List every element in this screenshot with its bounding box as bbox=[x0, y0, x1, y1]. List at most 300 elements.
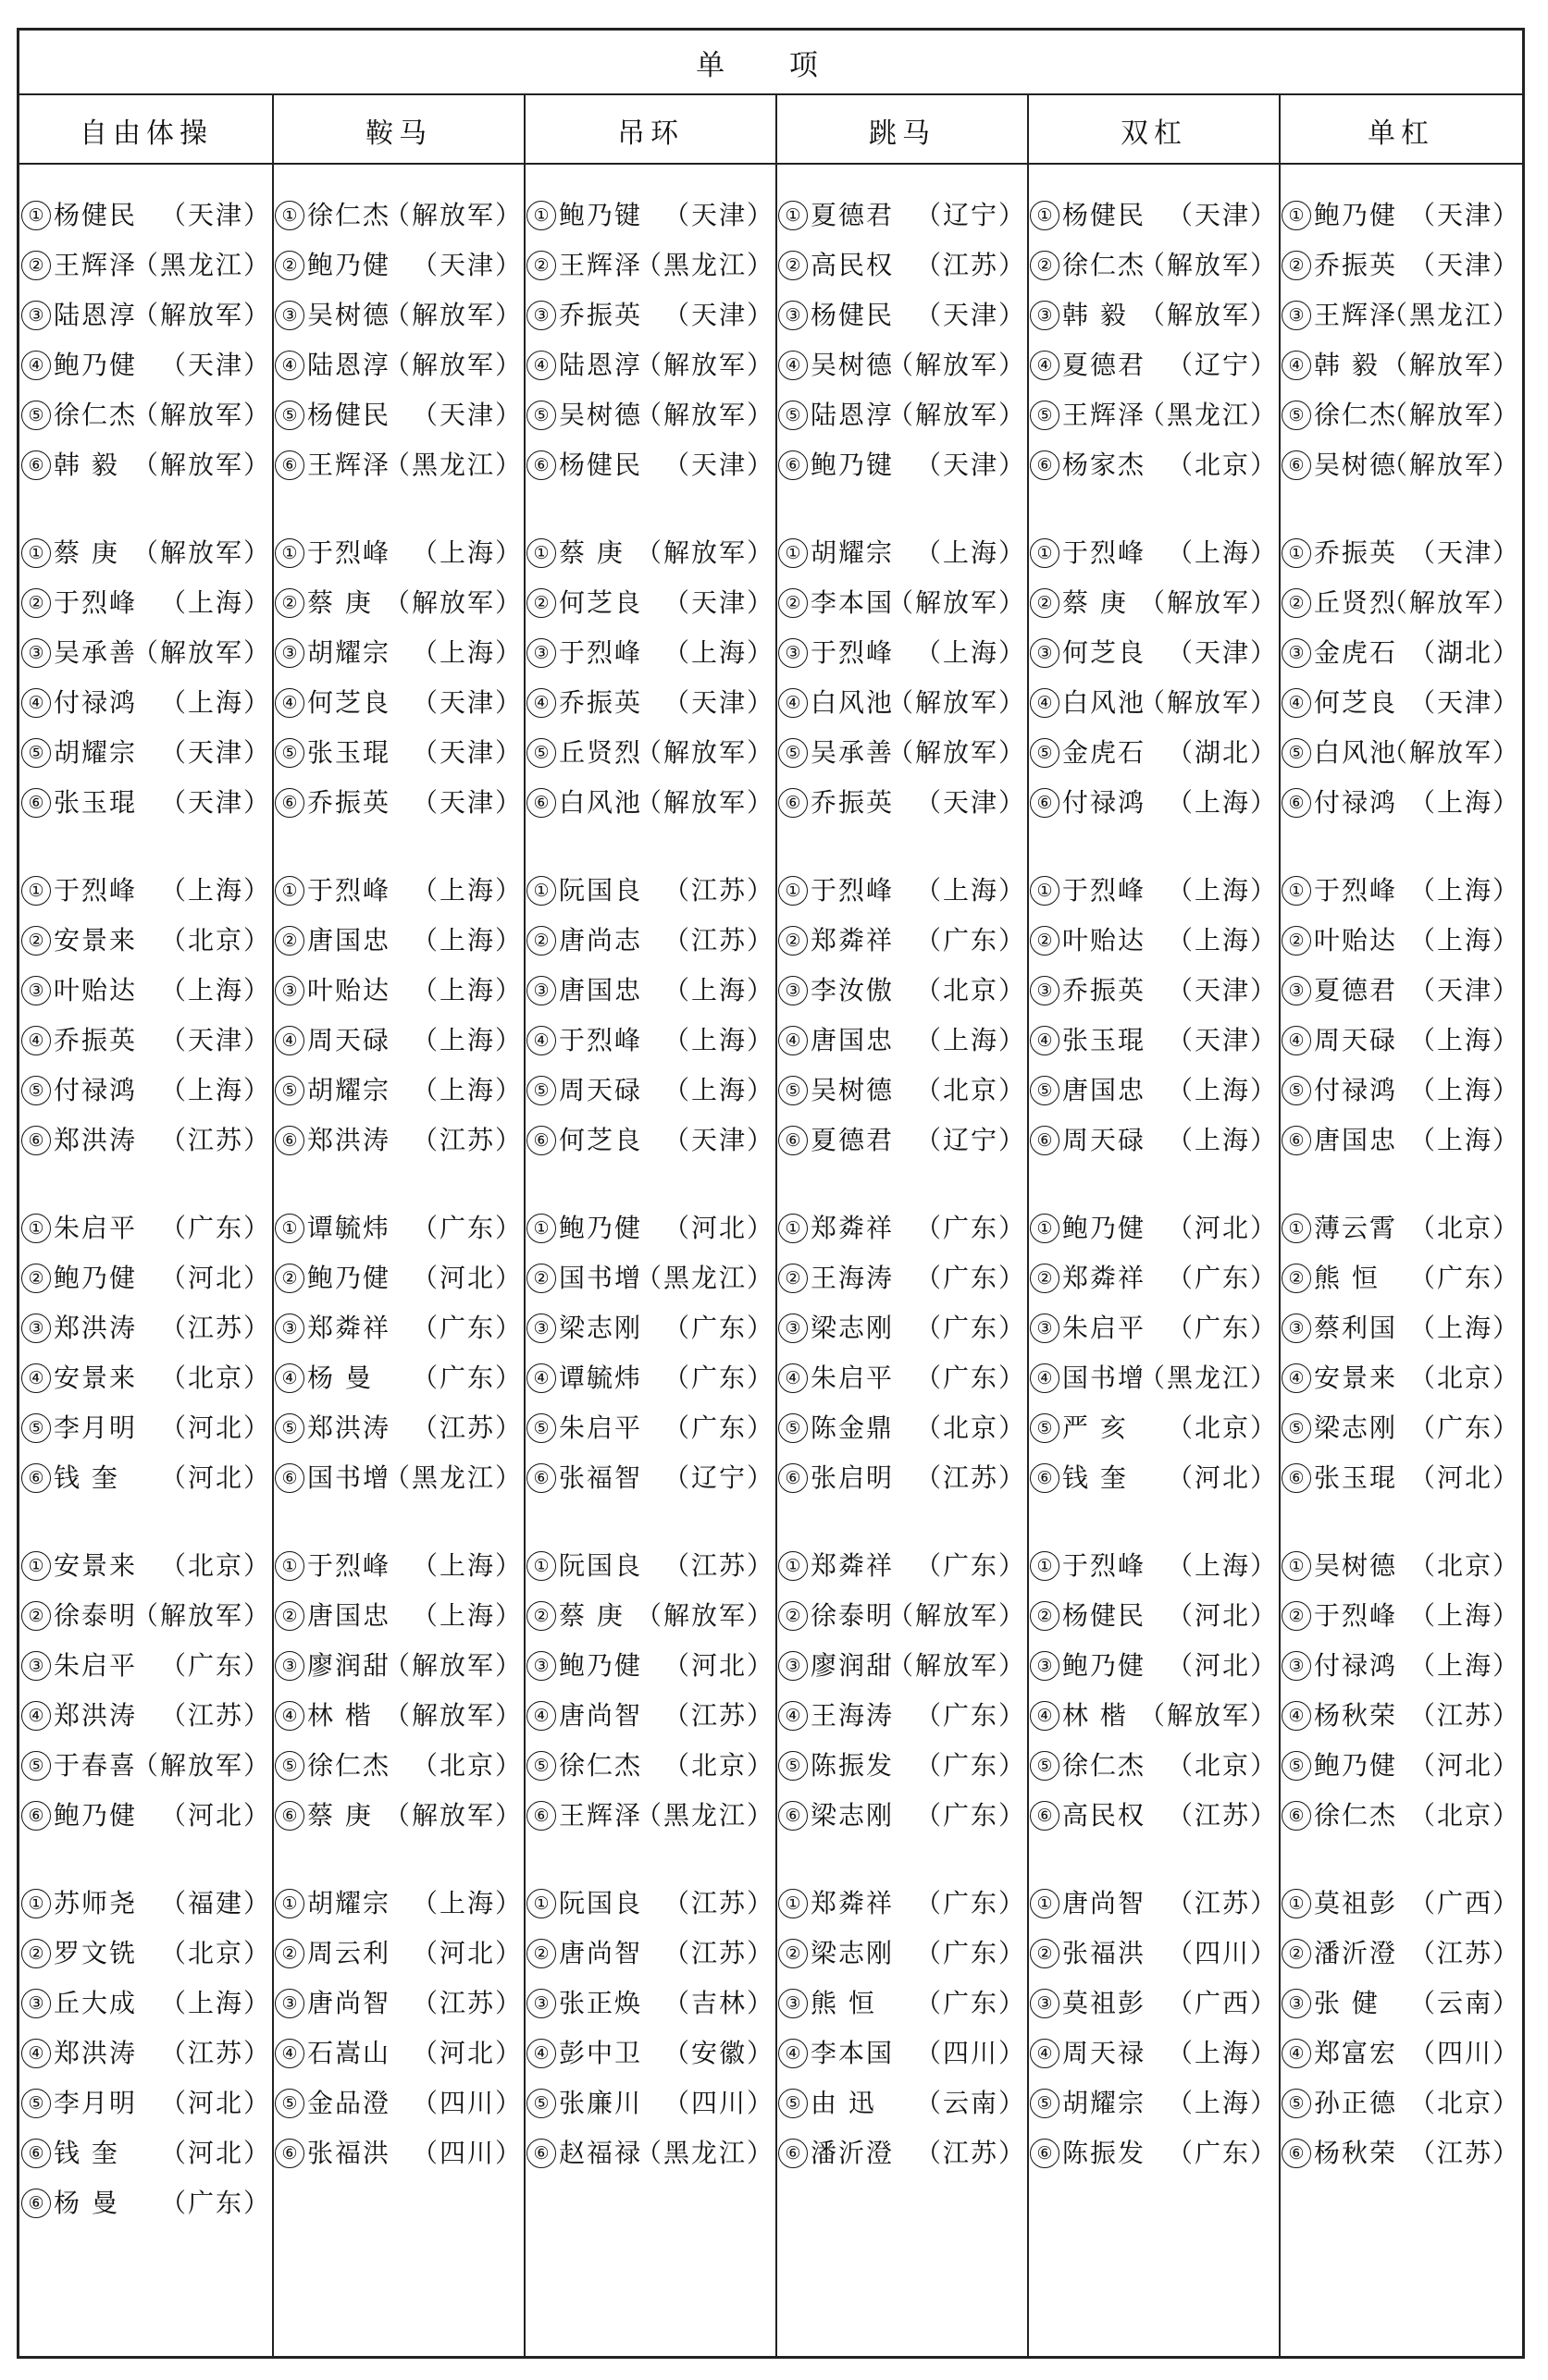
athlete-name: 杨健民 bbox=[1062, 200, 1146, 230]
list-item bbox=[778, 1117, 1026, 1164]
athlete-name: 丘贤烈 bbox=[559, 737, 643, 768]
list-item bbox=[1030, 2080, 1278, 2127]
athlete-name: 赵福禄 bbox=[559, 2138, 643, 2168]
rank-number: ② bbox=[275, 588, 304, 618]
rank-number: ⑥ bbox=[1030, 788, 1059, 818]
rank-number: ⑤ bbox=[21, 1751, 51, 1781]
rank-number: ③ bbox=[1030, 638, 1059, 668]
athlete-name: 蔡 庚 bbox=[559, 1600, 625, 1631]
athlete-name: 唐尚智 bbox=[559, 1938, 643, 1968]
rank-number: ⑤ bbox=[526, 1076, 556, 1105]
rank-number: ④ bbox=[21, 1363, 51, 1393]
list-item bbox=[1030, 1355, 1278, 1401]
athlete-name: 周天禄 bbox=[1062, 2038, 1146, 2068]
athlete-name: 郑富宏 bbox=[1314, 2038, 1398, 2068]
athlete-name: 韩 毅 bbox=[1314, 350, 1380, 380]
list-item bbox=[1030, 968, 1278, 1014]
athlete-region: （解放军） bbox=[131, 450, 271, 480]
athlete-region: （天津） bbox=[159, 1025, 271, 1055]
list-item bbox=[1030, 442, 1278, 488]
athlete-name: 于烈峰 bbox=[559, 637, 643, 668]
athlete-region: （广东） bbox=[914, 1363, 1026, 1393]
athlete-name: 朱启平 bbox=[54, 1213, 138, 1243]
athlete-name: 周云利 bbox=[307, 1938, 391, 1968]
rank-number: ① bbox=[526, 201, 556, 230]
athlete-region: （上海） bbox=[1408, 1125, 1520, 1155]
list-item bbox=[275, 1693, 523, 1739]
athlete-region: （安徽） bbox=[663, 2038, 774, 2068]
athlete-name: 梁志刚 bbox=[811, 1313, 895, 1343]
athlete-region: （天津） bbox=[663, 1125, 774, 1155]
athlete-name: 郑粦祥 bbox=[811, 1550, 895, 1581]
rank-number: ① bbox=[21, 1889, 51, 1918]
athlete-name: 陆恩淳 bbox=[811, 400, 895, 430]
athlete-region: （四川） bbox=[663, 2088, 774, 2118]
athlete-region: （天津） bbox=[1408, 200, 1520, 230]
athlete-region: （解放军） bbox=[1381, 587, 1520, 618]
athlete-region: （广东） bbox=[914, 1800, 1026, 1831]
athlete-name: 国书增 bbox=[307, 1462, 391, 1493]
athlete-name: 吴树德 bbox=[307, 300, 391, 330]
athlete-region: （天津） bbox=[159, 787, 271, 818]
athlete-name: 夏德君 bbox=[811, 200, 895, 230]
rank-number: ⑥ bbox=[778, 1126, 808, 1155]
list-item bbox=[275, 242, 523, 289]
rank-number: ② bbox=[1282, 251, 1311, 280]
athlete-region: （上海） bbox=[411, 1075, 523, 1105]
athlete-name: 莫祖彭 bbox=[1314, 1888, 1398, 1918]
column-divider bbox=[1279, 95, 1281, 2356]
column bbox=[1028, 165, 1280, 2356]
rank-number: ⑥ bbox=[1282, 2139, 1311, 2168]
list-item bbox=[275, 1593, 523, 1639]
rank-number: ① bbox=[526, 538, 556, 568]
list-item bbox=[778, 1205, 1026, 1252]
athlete-name: 于烈峰 bbox=[307, 1550, 391, 1581]
list-item bbox=[778, 1067, 1026, 1114]
list-item bbox=[21, 442, 271, 488]
list-item bbox=[1282, 292, 1520, 339]
athlete-region: （广东） bbox=[914, 1263, 1026, 1293]
athlete-name: 于烈峰 bbox=[811, 875, 895, 906]
athlete-region: （解放军） bbox=[131, 400, 271, 430]
list-item bbox=[275, 1793, 523, 1839]
athlete-name: 唐尚志 bbox=[559, 925, 643, 956]
rank-number: ③ bbox=[21, 1651, 51, 1681]
athlete-name: 杨健民 bbox=[811, 300, 895, 330]
athlete-region: （北京） bbox=[1408, 2088, 1520, 2118]
list-item bbox=[1282, 392, 1520, 438]
athlete-name: 郑洪涛 bbox=[54, 2038, 138, 2068]
athlete-name: 叶贻达 bbox=[54, 975, 138, 1005]
athlete-name: 杨 曼 bbox=[54, 2188, 119, 2218]
athlete-region: （河北） bbox=[1166, 1650, 1278, 1681]
list-item bbox=[1282, 2080, 1520, 2127]
athlete-region: （解放军） bbox=[383, 200, 523, 230]
athlete-name: 梁志刚 bbox=[559, 1313, 643, 1343]
athlete-region: （天津） bbox=[663, 587, 774, 618]
list-item bbox=[778, 2130, 1026, 2177]
rank-number: ③ bbox=[1030, 1651, 1059, 1681]
athlete-name: 乔振英 bbox=[1062, 975, 1146, 1005]
athlete-region: （四川） bbox=[1166, 1938, 1278, 1968]
list-item bbox=[1282, 1455, 1520, 1501]
athlete-name: 乔振英 bbox=[1314, 537, 1398, 568]
rank-number: ⑤ bbox=[778, 1751, 808, 1781]
list-item bbox=[778, 918, 1026, 964]
rank-number: ④ bbox=[1282, 1701, 1311, 1731]
athlete-name: 郑粦祥 bbox=[811, 1213, 895, 1243]
results-table bbox=[17, 28, 1525, 2359]
athlete-name: 王海涛 bbox=[811, 1700, 895, 1731]
list-item bbox=[778, 1930, 1026, 1977]
rank-number: ④ bbox=[1282, 2039, 1311, 2068]
athlete-region: （黑龙江） bbox=[131, 250, 271, 280]
rank-number: ② bbox=[21, 251, 51, 280]
athlete-name: 郑粦祥 bbox=[811, 1888, 895, 1918]
athlete-region: （天津） bbox=[1408, 537, 1520, 568]
athlete-region: （江苏） bbox=[914, 2138, 1026, 2168]
rank-number: ③ bbox=[1282, 1313, 1311, 1343]
athlete-name: 于烈峰 bbox=[307, 537, 391, 568]
athlete-region: （解放军） bbox=[886, 350, 1026, 380]
list-item bbox=[526, 1881, 774, 1927]
athlete-name: 丘贤烈 bbox=[1314, 587, 1398, 618]
list-item bbox=[778, 1305, 1026, 1351]
athlete-name: 徐仁杰 bbox=[1062, 250, 1146, 280]
list-item bbox=[526, 1743, 774, 1789]
athlete-region: （河北） bbox=[159, 1800, 271, 1831]
athlete-name: 鲍乃健 bbox=[1062, 1650, 1146, 1681]
rank-number: ② bbox=[778, 926, 808, 956]
rank-number: ④ bbox=[1282, 351, 1311, 380]
column-header: 跳马 bbox=[869, 117, 935, 150]
athlete-region: （四川） bbox=[411, 2138, 523, 2168]
rank-number: ⑥ bbox=[21, 450, 51, 480]
rank-number: ⑤ bbox=[275, 1413, 304, 1443]
rank-number: ⑤ bbox=[1030, 738, 1059, 768]
athlete-name: 苏师尧 bbox=[54, 1888, 138, 1918]
column-divider bbox=[775, 95, 777, 2356]
athlete-region: （天津） bbox=[411, 400, 523, 430]
athlete-name: 周天碌 bbox=[1314, 1025, 1398, 1055]
rank-number: ④ bbox=[1282, 688, 1311, 718]
athlete-name: 熊 恒 bbox=[1314, 1263, 1380, 1293]
list-item bbox=[1282, 442, 1520, 488]
rank-number: ① bbox=[1282, 876, 1311, 906]
athlete-name: 郑粦祥 bbox=[1062, 1263, 1146, 1293]
list-item bbox=[21, 1693, 271, 1739]
athlete-name: 胡耀宗 bbox=[811, 537, 895, 568]
rank-number: ⑤ bbox=[1030, 1076, 1059, 1105]
list-item bbox=[526, 1543, 774, 1589]
athlete-region: （广东） bbox=[159, 2188, 271, 2218]
athlete-name: 徐仁杰 bbox=[559, 1750, 643, 1781]
athlete-name: 何芝良 bbox=[1062, 637, 1146, 668]
list-item bbox=[526, 2130, 774, 2177]
rank-number: ② bbox=[1282, 1601, 1311, 1631]
list-item bbox=[526, 1117, 774, 1164]
rank-number: ④ bbox=[21, 2039, 51, 2068]
list-item bbox=[1030, 1117, 1278, 1164]
athlete-region: （江苏） bbox=[411, 1412, 523, 1443]
rank-number: ③ bbox=[1030, 301, 1059, 330]
rank-number: ③ bbox=[1030, 1313, 1059, 1343]
rank-number: ① bbox=[1282, 1551, 1311, 1581]
athlete-name: 王辉泽 bbox=[307, 450, 391, 480]
athlete-name: 杨健民 bbox=[1062, 1600, 1146, 1631]
list-item bbox=[778, 780, 1026, 826]
rank-number: ① bbox=[778, 1889, 808, 1918]
athlete-region: （北京） bbox=[1408, 1213, 1520, 1243]
athlete-name: 鲍乃健 bbox=[1314, 1750, 1398, 1781]
athlete-name: 廖润甜 bbox=[811, 1650, 895, 1681]
rank-number: ① bbox=[778, 1214, 808, 1243]
athlete-name: 严 亥 bbox=[1062, 1412, 1128, 1443]
athlete-region: （江苏） bbox=[663, 925, 774, 956]
athlete-name: 高民权 bbox=[811, 250, 895, 280]
athlete-name: 蔡 庚 bbox=[54, 537, 119, 568]
athlete-region: （解放军） bbox=[1381, 737, 1520, 768]
athlete-name: 于烈峰 bbox=[1062, 537, 1146, 568]
list-item bbox=[1282, 680, 1520, 726]
list-item bbox=[1030, 392, 1278, 438]
list-item bbox=[778, 680, 1026, 726]
list-item bbox=[1030, 630, 1278, 676]
athlete-region: （天津） bbox=[663, 450, 774, 480]
rank-number: ② bbox=[526, 1264, 556, 1293]
rank-number: ⑥ bbox=[1282, 1126, 1311, 1155]
list-item bbox=[21, 1255, 271, 1301]
rank-number: ④ bbox=[1030, 1026, 1059, 1055]
list-item bbox=[1030, 342, 1278, 388]
athlete-region: （广东） bbox=[663, 1412, 774, 1443]
athlete-name: 鲍乃健 bbox=[54, 1800, 138, 1831]
athlete-name: 鲍乃健 bbox=[559, 1213, 643, 1243]
athlete-name: 安景来 bbox=[1314, 1363, 1398, 1393]
list-item bbox=[21, 630, 271, 676]
rank-number: ① bbox=[275, 1214, 304, 1243]
rank-number: ① bbox=[1030, 538, 1059, 568]
list-item bbox=[526, 1593, 774, 1639]
rank-number: ④ bbox=[275, 1026, 304, 1055]
athlete-region: （上海） bbox=[1408, 1650, 1520, 1681]
rank-number: ② bbox=[21, 1601, 51, 1631]
athlete-name: 鲍乃健 bbox=[559, 1650, 643, 1681]
athlete-region: （河北） bbox=[1166, 1213, 1278, 1243]
list-item bbox=[275, 530, 523, 576]
column bbox=[776, 165, 1028, 2356]
athlete-region: （辽宁） bbox=[663, 1462, 774, 1493]
list-item bbox=[1282, 1543, 1520, 1589]
athlete-region: （上海） bbox=[914, 875, 1026, 906]
athlete-name: 吴树德 bbox=[559, 400, 643, 430]
athlete-name: 于烈峰 bbox=[1062, 875, 1146, 906]
rank-number: ⑤ bbox=[275, 1751, 304, 1781]
rank-number: ④ bbox=[21, 1701, 51, 1731]
athlete-name: 徐泰明 bbox=[54, 1600, 138, 1631]
athlete-region: （广东） bbox=[1408, 1263, 1520, 1293]
athlete-region: （广东） bbox=[914, 1750, 1026, 1781]
athlete-name: 鲍乃健 bbox=[54, 350, 138, 380]
list-item bbox=[1030, 2030, 1278, 2077]
athlete-region: （天津） bbox=[1408, 687, 1520, 718]
rank-number: ② bbox=[1030, 588, 1059, 618]
athlete-region: （北京） bbox=[1166, 1412, 1278, 1443]
athlete-region: （广东） bbox=[914, 1700, 1026, 1731]
athlete-region: （上海） bbox=[1166, 2088, 1278, 2118]
athlete-name: 吴承善 bbox=[54, 637, 138, 668]
rank-number: ④ bbox=[275, 1701, 304, 1731]
athlete-name: 唐尚智 bbox=[559, 1700, 643, 1731]
rank-number: ③ bbox=[526, 1651, 556, 1681]
athlete-region: （解放军） bbox=[131, 637, 271, 668]
athlete-region: （北京） bbox=[914, 1075, 1026, 1105]
list-item bbox=[1030, 1455, 1278, 1501]
athlete-name: 吴树德 bbox=[1314, 1550, 1398, 1581]
rank-number: ④ bbox=[275, 1363, 304, 1393]
athlete-region: （江苏） bbox=[411, 1125, 523, 1155]
athlete-name: 由 迅 bbox=[811, 2088, 876, 2118]
rank-number: ⑥ bbox=[778, 1801, 808, 1831]
athlete-name: 陆恩淳 bbox=[307, 350, 391, 380]
rank-number: ④ bbox=[526, 351, 556, 380]
rank-number: ⑥ bbox=[1282, 1801, 1311, 1831]
list-item bbox=[275, 1455, 523, 1501]
athlete-region: （上海） bbox=[159, 587, 271, 618]
athlete-region: （广东） bbox=[1166, 1263, 1278, 1293]
athlete-name: 蔡 庚 bbox=[307, 587, 373, 618]
athlete-region: （广东） bbox=[159, 1650, 271, 1681]
athlete-name: 陈振发 bbox=[811, 1750, 895, 1781]
column-header: 双杠 bbox=[1121, 117, 1187, 150]
athlete-name: 钱 奎 bbox=[1062, 1462, 1128, 1493]
athlete-region: （上海） bbox=[1166, 875, 1278, 906]
rank-number: ⑤ bbox=[526, 401, 556, 430]
list-item bbox=[1282, 1743, 1520, 1789]
athlete-name: 杨健民 bbox=[559, 450, 643, 480]
athlete-name: 梁志刚 bbox=[1314, 1412, 1398, 1443]
rank-number: ① bbox=[1030, 876, 1059, 906]
list-item bbox=[21, 580, 271, 626]
athlete-region: （江苏） bbox=[914, 1462, 1026, 1493]
athlete-region: （上海） bbox=[1166, 1550, 1278, 1581]
athlete-region: （解放军） bbox=[383, 350, 523, 380]
rank-number: ⑤ bbox=[21, 401, 51, 430]
athlete-region: （广东） bbox=[663, 1313, 774, 1343]
athlete-region: （解放军） bbox=[1381, 450, 1520, 480]
rank-number: ④ bbox=[778, 1026, 808, 1055]
athlete-name: 吴树德 bbox=[811, 350, 895, 380]
athlete-region: （广东） bbox=[914, 1888, 1026, 1918]
athlete-name: 胡耀宗 bbox=[54, 737, 138, 768]
rank-number: ⑥ bbox=[275, 1801, 304, 1831]
athlete-name: 于烈峰 bbox=[559, 1025, 643, 1055]
list-item bbox=[1282, 1355, 1520, 1401]
athlete-name: 梁志刚 bbox=[811, 1800, 895, 1831]
rank-number: ⑤ bbox=[1282, 2089, 1311, 2118]
list-item bbox=[275, 1117, 523, 1164]
athlete-region: （江苏） bbox=[663, 1550, 774, 1581]
rank-number: ① bbox=[526, 1889, 556, 1918]
athlete-region: （辽宁） bbox=[1166, 350, 1278, 380]
rank-number: ④ bbox=[1030, 1701, 1059, 1731]
athlete-region: （解放军） bbox=[886, 737, 1026, 768]
rank-number: ⑤ bbox=[778, 738, 808, 768]
list-item bbox=[778, 192, 1026, 239]
header-row bbox=[19, 95, 1522, 165]
athlete-region: （上海） bbox=[1166, 2038, 1278, 2068]
rank-number: ⑥ bbox=[1030, 2139, 1059, 2168]
list-item bbox=[21, 2080, 271, 2127]
list-item bbox=[21, 780, 271, 826]
athlete-region: （辽宁） bbox=[914, 1125, 1026, 1155]
rank-number: ⑥ bbox=[526, 450, 556, 480]
athlete-region: （天津） bbox=[1166, 637, 1278, 668]
list-item bbox=[526, 918, 774, 964]
rank-number: ② bbox=[275, 926, 304, 956]
athlete-region: （黑龙江） bbox=[635, 1800, 774, 1831]
athlete-name: 阮国良 bbox=[559, 1888, 643, 1918]
list-item bbox=[21, 1305, 271, 1351]
athlete-name: 蔡 庚 bbox=[559, 537, 625, 568]
rank-number: ⑥ bbox=[21, 1463, 51, 1493]
list-item bbox=[21, 1643, 271, 1689]
rank-number: ⑥ bbox=[1282, 1463, 1311, 1493]
athlete-name: 谭毓炜 bbox=[307, 1213, 391, 1243]
rank-number: ② bbox=[1030, 1264, 1059, 1293]
athlete-name: 丘大成 bbox=[54, 1988, 138, 2018]
list-item bbox=[1282, 2130, 1520, 2177]
list-item bbox=[275, 192, 523, 239]
rank-number: ⑤ bbox=[21, 2089, 51, 2118]
athlete-region: （天津） bbox=[159, 737, 271, 768]
athlete-name: 郑洪涛 bbox=[54, 1313, 138, 1343]
list-item bbox=[526, 680, 774, 726]
rank-number: ④ bbox=[778, 351, 808, 380]
athlete-name: 朱启平 bbox=[1062, 1313, 1146, 1343]
athlete-region: （黑龙江） bbox=[1381, 300, 1520, 330]
athlete-name: 乔振英 bbox=[1314, 250, 1398, 280]
rank-number: ⑥ bbox=[526, 1463, 556, 1493]
athlete-name: 阮国良 bbox=[559, 875, 643, 906]
rank-number: ③ bbox=[1030, 1989, 1059, 2018]
athlete-name: 罗文铣 bbox=[54, 1938, 138, 1968]
athlete-region: （北京） bbox=[1166, 1750, 1278, 1781]
athlete-region: （天津） bbox=[914, 787, 1026, 818]
rank-number: ② bbox=[526, 251, 556, 280]
rank-number: ③ bbox=[1282, 301, 1311, 330]
athlete-name: 陈金鼎 bbox=[811, 1412, 895, 1443]
athlete-region: （解放军） bbox=[886, 1650, 1026, 1681]
list-item bbox=[1282, 530, 1520, 576]
athlete-name: 于烈峰 bbox=[1314, 1600, 1398, 1631]
athlete-name: 鲍乃键 bbox=[811, 450, 895, 480]
rank-number: ⑥ bbox=[275, 1463, 304, 1493]
list-item bbox=[275, 1930, 523, 1977]
rank-number: ④ bbox=[1282, 1363, 1311, 1393]
rank-number: ⑥ bbox=[778, 2139, 808, 2168]
athlete-region: （辽宁） bbox=[914, 200, 1026, 230]
athlete-name: 钱 奎 bbox=[54, 1462, 119, 1493]
column-divider bbox=[1027, 95, 1029, 2356]
list-item bbox=[526, 292, 774, 339]
athlete-name: 陈振发 bbox=[1062, 2138, 1146, 2168]
list-item bbox=[1030, 1017, 1278, 1064]
rank-number: ② bbox=[1282, 1939, 1311, 1968]
athlete-region: （江苏） bbox=[663, 1888, 774, 1918]
rank-number: ① bbox=[1282, 201, 1311, 230]
